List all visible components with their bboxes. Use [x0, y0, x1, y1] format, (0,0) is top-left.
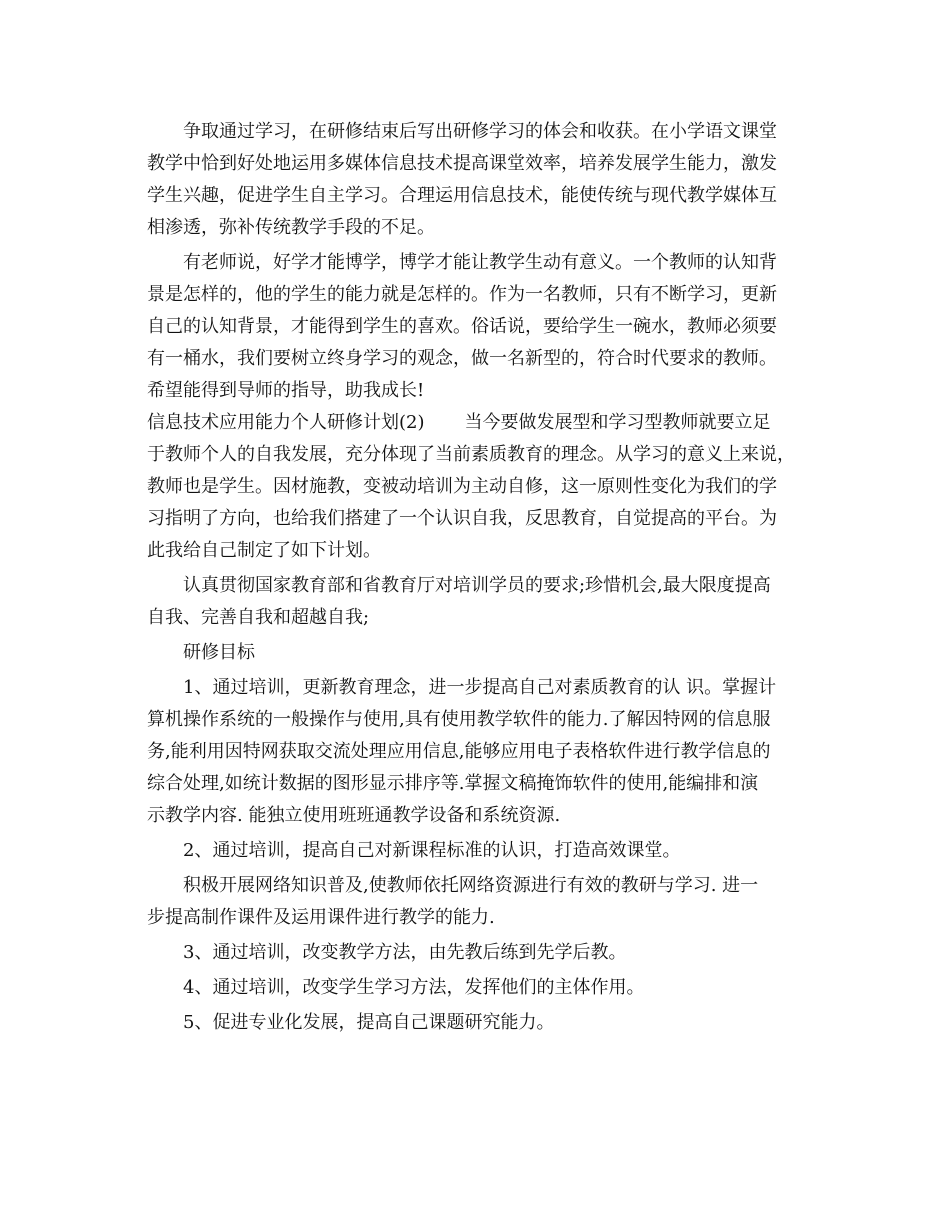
section-heading-line	[147, 407, 807, 439]
list-item-line: 3、通过培训，改变教学方法，由先教后练到先学后教。	[183, 942, 627, 963]
list-item-line: 4、通过培训，改变学生学习方法，发挥他们的主体作用。	[183, 977, 645, 998]
paragraph-line: 争取通过学习，在研修结束后写出研修学习的体会和收获。在小学语文课堂	[183, 121, 777, 142]
paragraph-line: 学生兴趣，促进学生自主学习。合理运用信息技术，能使传统与现代教学媒体互	[147, 185, 777, 206]
paragraph-line: 教师也是学生。因材施教，变被动培训为主动自修，这一原则性变化为我们的学	[147, 476, 777, 497]
paragraph-line: 此我给自己制定了如下计划。	[147, 540, 381, 561]
list-item-line: 2、通过培训，提高自己对新课程标准的认识，打造高效课堂。	[183, 840, 681, 861]
list-item-line: 5、促进专业化发展，提高自己课题研究能力。	[183, 1012, 555, 1033]
paragraph-line: 景是怎样的，他的学生的能力就是怎样的。作为一名教师，只有不断学习，更新	[147, 284, 777, 305]
paragraph-line: 务,能利用因特网获取交流处理应用信息,能够应用电子表格软件进行教学信息的	[147, 741, 771, 762]
paragraph-line: 于教师个人的自我发展，充分体现了当前素质教育的理念。从学习的意义上来说，	[147, 444, 795, 465]
paragraph-text: 当今要做发展型和学习型教师就要立足	[464, 412, 771, 433]
paragraph-line: 算机操作系统的一般操作与使用,具有使用教学软件的能力.了解因特网的信息服	[147, 709, 771, 730]
paragraph-line: 教学中恰到好处地运用多媒体信息技术提高课堂效率，培养发展学生能力，激发	[147, 153, 777, 174]
paragraph-line: 示教学内容. 能独立使用班班通教学设备和系统资源.	[147, 805, 561, 826]
section-title: 信息技术应用能力个人研修计划(2)	[147, 412, 425, 433]
list-item-line: 1、通过培训，更新教育理念，进一步提高自己对素质教育的认 识。掌握计	[183, 677, 777, 698]
paragraph-line: 积极开展网络知识普及,使教师依托网络资源进行有效的教研与学习. 进一	[183, 875, 759, 896]
paragraph-line: 自己的认知背景，才能得到学生的喜欢。俗话说，要给学生一碗水，教师必须要	[147, 316, 777, 337]
paragraph-line: 习指明了方向，也给我们搭建了一个认识自我，反思教育，自觉提高的平台。为	[147, 508, 777, 529]
paragraph-line: 自我、完善自我和超越自我;	[147, 607, 370, 628]
document-page	[147, 116, 807, 1039]
paragraph-line: 希望能得到导师的指导，助我成长!	[147, 380, 425, 401]
paragraph-line: 步提高制作课件及运用课件进行教学的能力.	[147, 907, 495, 928]
paragraph-line: 综合处理,如统计数据的图形显示排序等.掌握文稿掩饰软件的使用,能编排和演	[147, 773, 759, 794]
paragraph-line: 相渗透，弥补传统教学手段的不足。	[147, 217, 435, 238]
subheading: 研修目标	[183, 642, 255, 663]
paragraph-line: 有一桶水，我们要树立终身学习的观念，做一名新型的，符合时代要求的教师。	[147, 348, 777, 369]
paragraph-line: 有老师说，好学才能博学，博学才能让教学生动有意义。一个教师的认知背	[183, 252, 777, 273]
paragraph-line: 认真贯彻国家教育部和省教育厅对培训学员的要求;珍惜机会,最大限度提高	[183, 575, 771, 596]
